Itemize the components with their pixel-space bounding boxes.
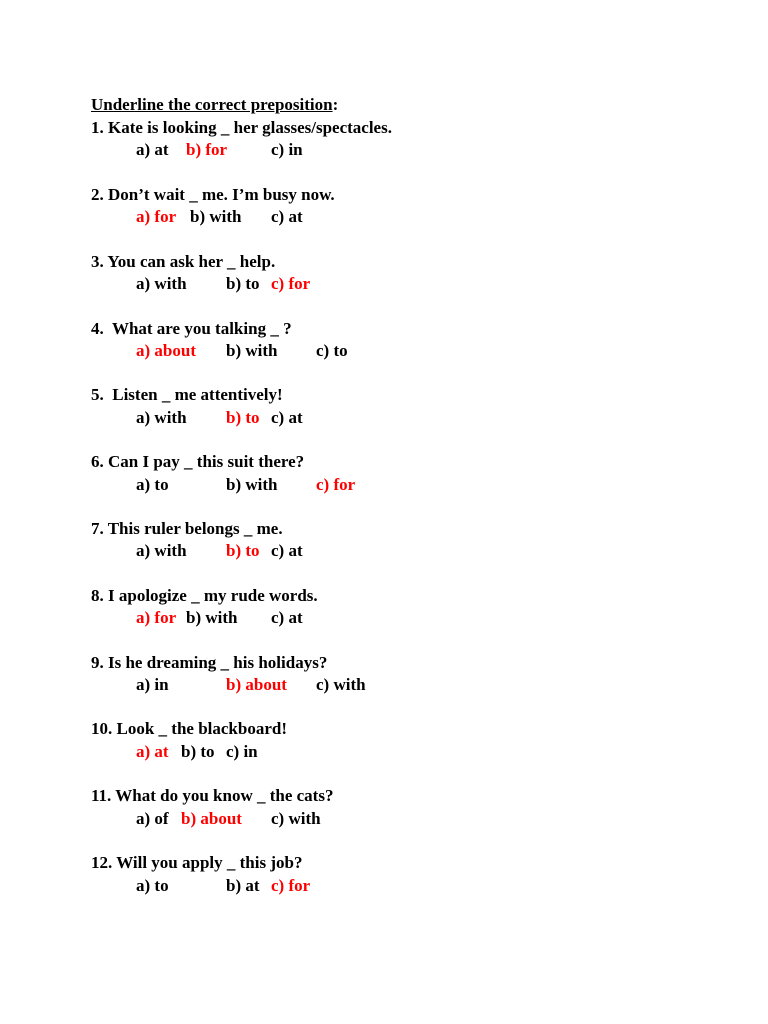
heading-colon: :	[332, 95, 339, 114]
question-text: 2. Don’t wait _ me. I’m busy now.	[91, 185, 335, 204]
question-text: 3. You can ask her _ help.	[91, 252, 276, 271]
question-text: 11. What do you know _ the cats?	[91, 786, 334, 805]
answer-options	[91, 475, 691, 495]
answer-options	[91, 809, 691, 829]
option-c[interactable]: c) at	[271, 608, 303, 627]
option-a[interactable]: a) in	[136, 675, 169, 694]
option-a[interactable]: a) to	[136, 876, 169, 895]
option-c[interactable]: c) with	[316, 675, 366, 694]
option-b[interactable]: b) with	[226, 341, 278, 360]
question-text: 9. Is he dreaming _ his holidays?	[91, 653, 328, 672]
answer-options	[91, 608, 691, 628]
option-b[interactable]: b) with	[190, 207, 242, 226]
option-c[interactable]: c) to	[316, 341, 348, 360]
option-c[interactable]: c) at	[271, 207, 303, 226]
question-text: 8. I apologize _ my rude words.	[91, 586, 318, 605]
answer-options	[91, 341, 691, 361]
answer-options	[91, 541, 691, 561]
option-b-correct[interactable]: b) about	[226, 675, 287, 694]
option-b[interactable]: b) at	[226, 876, 260, 895]
question-text: 10. Look _ the blackboard!	[91, 719, 287, 738]
option-a-correct[interactable]: a) about	[136, 341, 196, 360]
worksheet-heading	[91, 95, 338, 115]
answer-options	[91, 274, 691, 294]
option-c[interactable]: c) at	[271, 408, 303, 427]
option-c-correct[interactable]: c) for	[271, 876, 311, 895]
answer-options	[91, 742, 691, 762]
answer-options	[91, 140, 691, 160]
option-a[interactable]: a) to	[136, 475, 169, 494]
option-a[interactable]: a) at	[136, 140, 169, 159]
option-b-correct[interactable]: b) about	[181, 809, 242, 828]
option-c-correct[interactable]: c) for	[316, 475, 356, 494]
option-a[interactable]: a) with	[136, 408, 187, 427]
answer-options	[91, 876, 691, 896]
question-text: 4. What are you talking _ ?	[91, 319, 292, 338]
option-b[interactable]: b) with	[226, 475, 278, 494]
question-text: 5. Listen _ me attentively!	[91, 385, 283, 404]
answer-options	[91, 675, 691, 695]
question-text: 6. Can I pay _ this suit there?	[91, 452, 305, 471]
question-text: 7. This ruler belongs _ me.	[91, 519, 283, 538]
option-a-correct[interactable]: a) for	[136, 207, 177, 226]
option-b[interactable]: b) to	[226, 274, 260, 293]
heading-title: Underline the correct preposition	[91, 95, 333, 114]
option-b-correct[interactable]: b) to	[226, 541, 260, 560]
option-c-correct[interactable]: c) for	[271, 274, 311, 293]
option-a[interactable]: a) with	[136, 541, 187, 560]
option-a-correct[interactable]: a) at	[136, 742, 169, 761]
option-a[interactable]: a) of	[136, 809, 169, 828]
option-b-correct[interactable]: b) to	[226, 408, 260, 427]
answer-options	[91, 408, 691, 428]
option-b[interactable]: b) with	[186, 608, 238, 627]
option-c[interactable]: c) with	[271, 809, 321, 828]
option-c[interactable]: c) in	[226, 742, 258, 761]
option-a[interactable]: a) with	[136, 274, 187, 293]
option-b[interactable]: b) to	[181, 742, 215, 761]
option-b-correct[interactable]: b) for	[186, 140, 228, 159]
answer-options	[91, 207, 691, 227]
question-text: 1. Kate is looking _ her glasses/spectacles.	[91, 118, 392, 137]
question-text: 12. Will you apply _ this job?	[91, 853, 303, 872]
option-a-correct[interactable]: a) for	[136, 608, 177, 627]
option-c[interactable]: c) at	[271, 541, 303, 560]
option-c[interactable]: c) in	[271, 140, 303, 159]
